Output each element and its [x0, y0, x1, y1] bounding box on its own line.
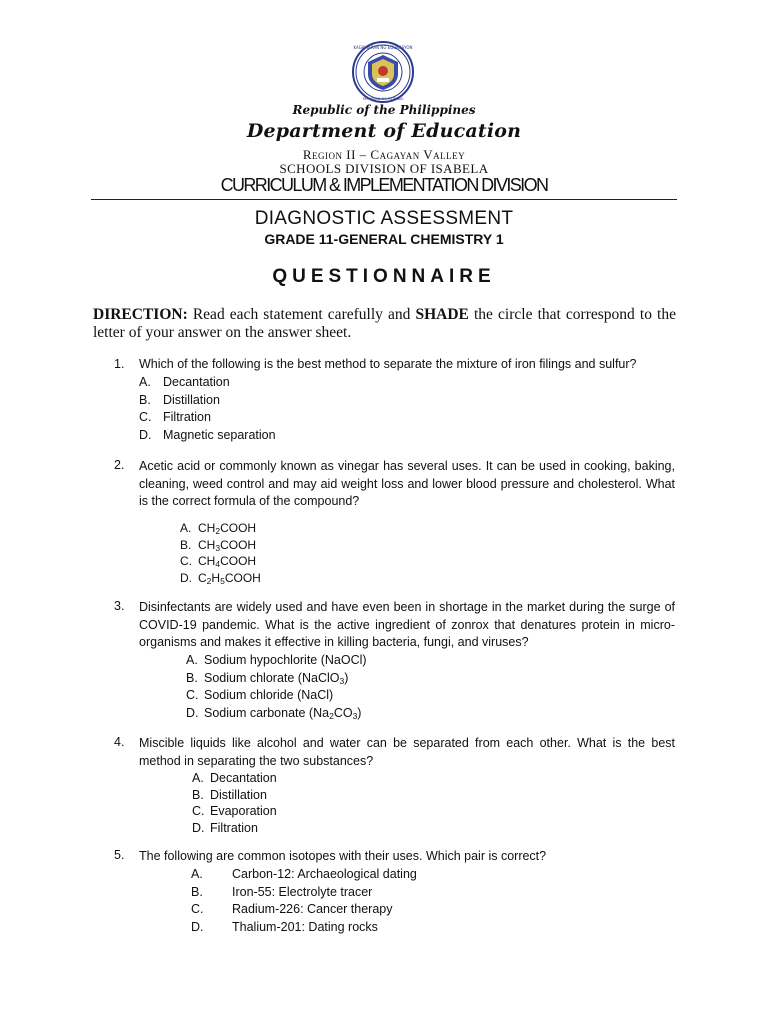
option-letter: C. [139, 410, 152, 424]
option-text: Decantation [163, 375, 230, 389]
question-text: Miscible liquids like alcohol and water can be separated from each other. What is the best method in separating the two substances? [139, 736, 675, 768]
option-letter: A. [191, 867, 203, 881]
questionnaire-title: QUESTIONNAIRE [272, 266, 496, 287]
option-d [192, 820, 277, 837]
direction-label: DIRECTION: [93, 306, 188, 323]
question-number: 5. [114, 848, 125, 862]
option-b [180, 537, 261, 554]
option-letter: B. [180, 537, 192, 552]
svg-text:REPUBLIKA NG PILIPINAS: REPUBLIKA NG PILIPINAS [362, 97, 404, 101]
option-text: Iron-55: Electrolyte tracer [232, 884, 373, 899]
option-d [191, 919, 417, 937]
svg-text:KAGAWARAN NG EDUKASYON: KAGAWARAN NG EDUKASYON [353, 45, 413, 50]
option-letter: D. [191, 919, 204, 934]
option-list [192, 770, 277, 836]
direction-text-2: the circle that correspond to the letter of your answer on the answer sheet. [93, 306, 676, 341]
option-letter: D. [180, 570, 192, 585]
option-b [192, 787, 277, 804]
option-letter: A. [139, 375, 151, 389]
option-a [192, 770, 277, 787]
option-letter: B. [191, 884, 203, 899]
option-letter: D. [186, 705, 199, 720]
option-text: Sodium chlorate (NaClO$_3$) [204, 670, 349, 686]
option-c [186, 687, 367, 705]
option-letter: D. [139, 427, 152, 442]
option-text: Radium-226: Cancer therapy [232, 902, 393, 916]
option-letter: A. [186, 653, 198, 667]
option-text: Magnetic separation [163, 427, 276, 442]
option-letter: A. [180, 521, 192, 535]
option-letter: C. [180, 554, 192, 568]
option-text: $CH_2COOH$ [198, 521, 257, 536]
option-letter: D. [192, 820, 205, 835]
option-text: Sodium carbonate $(Na_2CO_3)$ [204, 705, 362, 721]
assessment-title: DIAGNOSTIC ASSESSMENT [254, 208, 514, 229]
question-text: Acetic acid or commonly known as vinegar has several uses. It can be used in cooking, baking, cleaning, weed control and may aid weight loss and lower blood pressure and cholesterol. What is the correct formula of the compound? [139, 459, 675, 508]
cid-heading: CURRICULUM & IMPLEMENTATION DIVISION [220, 175, 548, 195]
option-a [180, 520, 261, 537]
option-text: $C_2H_5COOH$ [198, 570, 261, 586]
option-d [139, 427, 276, 445]
option-c [192, 803, 277, 820]
header-divider [91, 199, 677, 200]
division-heading: SCHOOLS DIVISION OF ISABELA [279, 161, 489, 176]
option-text: Distillation [210, 787, 267, 802]
option-list [191, 866, 417, 936]
department-heading: Department of Education [246, 120, 522, 142]
option-letter: C. [192, 804, 205, 818]
question-number: 2. [114, 458, 125, 472]
question-number: 4. [114, 735, 125, 749]
direction-paragraph [93, 306, 676, 342]
option-text: $CH_3COOH$ [198, 537, 257, 553]
option-a [186, 652, 367, 670]
direction-text-1: Read each statement carefully and [187, 306, 416, 323]
option-b [139, 392, 276, 410]
option-c [139, 409, 276, 427]
option-text: Evaporation [210, 804, 277, 818]
option-a [139, 374, 276, 392]
question-number: 1. [114, 356, 125, 371]
option-list [139, 374, 276, 444]
grade-subtitle: GRADE 11-GENERAL CHEMISTRY 1 [264, 231, 504, 247]
direction-shade: SHADE [415, 306, 469, 323]
option-d [186, 705, 367, 723]
option-letter: B. [139, 392, 151, 407]
option-text: Decantation [210, 771, 277, 785]
option-letter: B. [186, 670, 198, 685]
republic-heading: Republic of the Philippines [292, 103, 476, 117]
question-text: Which of the following is the best method to separate the mixture of iron filings and sulfur? [139, 357, 637, 371]
option-list [186, 652, 367, 722]
option-letter: A. [192, 771, 204, 785]
option-letter: B. [192, 787, 204, 802]
option-b [191, 884, 417, 902]
question-number: 3. [114, 599, 125, 613]
option-d [180, 570, 261, 587]
option-text: Filtration [210, 820, 258, 835]
option-c [191, 901, 417, 919]
option-c [180, 553, 261, 570]
option-text: Sodium hypochlorite (NaOCl) [204, 653, 367, 667]
option-text: Sodium chloride (NaCl) [204, 688, 334, 702]
option-text: $CH_4COOH$ [198, 554, 257, 569]
deped-seal-logo [343, 40, 423, 104]
question-text: The following are common isotopes with their uses. Which pair is correct? [139, 849, 547, 863]
region-heading: Region II – Cagayan Valley [302, 147, 466, 162]
option-list [180, 520, 261, 586]
option-text: Carbon-12: Archaeological dating [232, 867, 417, 881]
question-text: Disinfectants are widely used and have even been in shortage in the market during the surge of COVID-19 pandemic. What is the active ingredient of zonrox that denatures protein in micro-organisms and makes it effective in killing bacteria, fungi, and viruses? [139, 600, 675, 649]
option-text: Filtration [163, 410, 211, 424]
option-b [186, 670, 367, 688]
option-text: Thalium-201: Dating rocks [232, 919, 378, 934]
option-a [191, 866, 417, 884]
option-letter: C. [191, 902, 204, 916]
option-letter: C. [186, 688, 199, 702]
option-text: Distillation [163, 392, 220, 407]
